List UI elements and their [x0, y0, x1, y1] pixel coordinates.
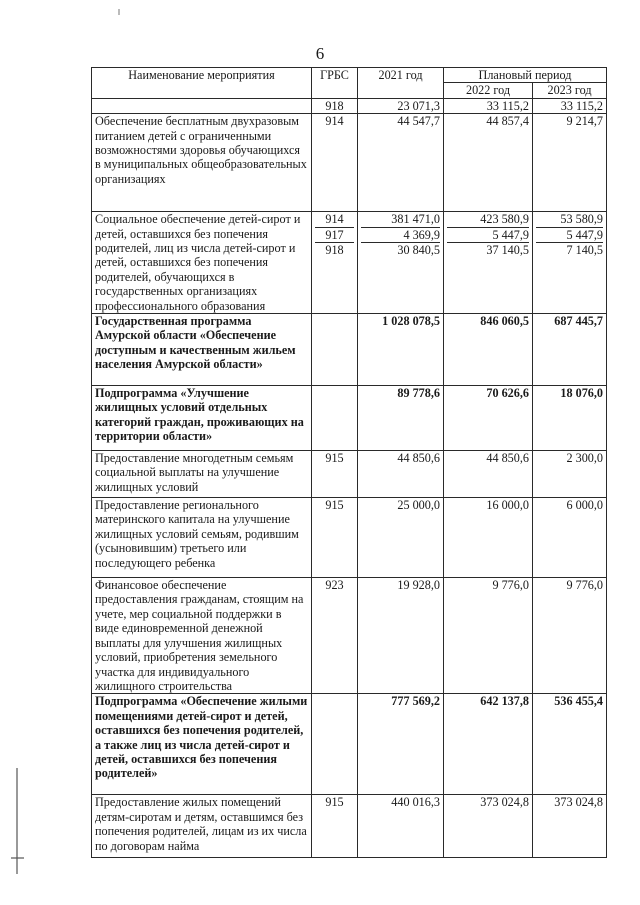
table-row — [92, 795, 607, 858]
amount-2023-value: 536 455,4 — [554, 694, 604, 709]
amount-2022-cell — [444, 451, 533, 498]
table-row — [92, 212, 607, 314]
table-row — [92, 578, 607, 694]
budget-table — [91, 67, 607, 858]
grbs-cell — [312, 114, 358, 212]
amount-2021-value: 30 840,5 — [397, 243, 440, 258]
activity-name-cell: Государственная программа Амурской области «Обеспечение доступным и качественным жильем населения Амурской области» — [92, 314, 312, 386]
amount-2022-cell — [444, 386, 533, 451]
amount-2021-cell — [358, 114, 444, 212]
grbs-cell — [312, 795, 358, 858]
amount-2023-cell — [533, 578, 607, 694]
amount-2022-value: 642 137,8 — [480, 694, 529, 709]
grbs-cell — [312, 451, 358, 498]
col-header-2021: 2021 год — [358, 68, 444, 99]
activity-name-cell: Предоставление регионального материнского капитала на улучшение жилищных условий семьям, родившим (усыновившим) третьего или последующего ребенка — [92, 498, 312, 578]
col-header-grbs: ГРБС — [312, 68, 358, 99]
grbs-value: 914 — [315, 212, 354, 227]
amount-2022-value: 44 850,6 — [486, 451, 529, 466]
grbs-value: 915 — [325, 451, 344, 466]
amount-2023-value: 18 076,0 — [560, 386, 604, 401]
amount-2022-value: 5 447,9 — [447, 228, 529, 243]
table-row — [92, 114, 607, 212]
grbs-cell — [312, 386, 358, 451]
activity-name-cell: Финансовое обеспечение предоставления гражданам, стоящим на учете, мер социальной поддержки в виде единовременной денежной выплаты для улучшения жилищных условий, приобретения земельного участка для индивидуального жилищного строительства — [92, 578, 312, 694]
amount-2022-cell — [444, 795, 533, 858]
amount-2023-value: 687 445,7 — [554, 314, 604, 329]
amount-2023-value: 6 000,0 — [566, 498, 604, 513]
amount-2023-cell — [533, 114, 607, 212]
table-row — [92, 98, 607, 113]
amount-2023-value: 2 300,0 — [566, 451, 604, 466]
amount-2021-cell — [358, 314, 444, 386]
table-row — [92, 386, 607, 451]
amount-2023-value: 53 580,9 — [536, 212, 603, 227]
grbs-value: 917 — [315, 228, 354, 243]
amount-2022-cell — [444, 314, 533, 386]
amount-2022-value: 37 140,5 — [486, 243, 529, 258]
grbs-value: 915 — [325, 795, 344, 810]
amount-2021-value: 1 028 078,5 — [382, 314, 440, 329]
col-header-planning-period: Плановый период — [444, 68, 607, 83]
activity-name-cell: Социальное обеспечение детей-сирот и детей, оставшихся без попечения родителей, лиц из числа детей-сирот и детей, оставшихся без попечения родителей, обучающихся в государственных организациях профессионального образования — [92, 212, 312, 314]
amount-2023-value: 5 447,9 — [536, 228, 603, 243]
grbs-cell — [312, 498, 358, 578]
grbs-cell — [312, 314, 358, 386]
amount-2022-cell — [444, 498, 533, 578]
amount-2023-value: 7 140,5 — [566, 243, 604, 258]
amount-2021-cell — [358, 795, 444, 858]
amount-2021-cell — [358, 386, 444, 451]
amount-2021-cell — [358, 578, 444, 694]
table-row — [92, 314, 607, 386]
amount-2021-value: 89 778,6 — [397, 386, 440, 401]
amount-2022-cell — [444, 212, 533, 314]
amount-2022-value: 70 626,6 — [486, 386, 529, 401]
amount-2023-cell — [533, 98, 607, 113]
amount-2023-value: 373 024,8 — [554, 795, 604, 810]
grbs-value: 923 — [325, 578, 344, 593]
grbs-cell — [312, 578, 358, 694]
amount-2023-cell — [533, 451, 607, 498]
amount-2021-value: 44 547,7 — [397, 114, 440, 129]
grbs-cell — [312, 98, 358, 113]
amount-2022-value: 9 776,0 — [492, 578, 529, 593]
amount-2023-cell — [533, 386, 607, 451]
activity-name-cell: Подпрограмма «Обеспечение жилыми помещениями детей-сирот и детей, оставшихся без попечения родителей, а также лиц из числа детей-сирот и детей, оставшихся без попечения родителей» — [92, 694, 312, 795]
amount-2021-cell — [358, 694, 444, 795]
grbs-value: 918 — [325, 98, 344, 113]
amount-2023-value: 9 214,7 — [566, 114, 604, 129]
col-header-2022: 2022 год — [444, 83, 533, 98]
activity-name-cell: Обеспечение бесплатным двухразовым питанием детей с ограниченными возможностями здоровья обучающихся в муниципальных общеобразовательных организациях — [92, 114, 312, 212]
amount-2021-value: 23 071,3 — [397, 98, 440, 113]
grbs-value: 914 — [325, 114, 344, 129]
activity-name-cell: Подпрограмма «Улучшение жилищных условий отдельных категорий граждан, проживающих на территории области» — [92, 386, 312, 451]
activity-name-cell — [92, 98, 312, 113]
amount-2022-cell — [444, 578, 533, 694]
table-body — [92, 98, 607, 858]
amount-2021-value: 381 471,0 — [361, 212, 440, 227]
amount-2021-value: 25 000,0 — [397, 498, 440, 513]
grbs-cell — [312, 212, 358, 314]
amount-2021-value: 19 928,0 — [397, 578, 440, 593]
amount-2022-value: 16 000,0 — [486, 498, 529, 513]
header-row — [92, 68, 607, 83]
amount-2021-cell — [358, 451, 444, 498]
amount-2021-cell — [358, 498, 444, 578]
amount-2021-cell — [358, 98, 444, 113]
grbs-cell — [312, 694, 358, 795]
amount-2021-value: 4 369,9 — [361, 228, 440, 243]
amount-2022-value: 373 024,8 — [480, 795, 529, 810]
amount-2023-cell — [533, 314, 607, 386]
table-row — [92, 694, 607, 795]
amount-2022-cell — [444, 114, 533, 212]
col-header-2023: 2023 год — [533, 83, 607, 98]
amount-2021-value: 777 569,2 — [391, 694, 440, 709]
table-row — [92, 498, 607, 578]
amount-2022-value: 33 115,2 — [486, 98, 529, 113]
col-header-name: Наименование мероприятия — [92, 68, 312, 99]
amount-2022-value: 423 580,9 — [447, 212, 529, 227]
amount-2023-value: 9 776,0 — [566, 578, 604, 593]
page-number: 6 — [315, 44, 325, 63]
activity-name-cell: Предоставление жилых помещений детям-сиротам и детям, оставшимся без попечения родителей, лицам из их числа по договорам найма — [92, 795, 312, 858]
table-row — [92, 451, 607, 498]
activity-name-cell: Предоставление многодетным семьям социальной выплаты на улучшение жилищных условий — [92, 451, 312, 498]
amount-2021-value: 44 850,6 — [397, 451, 440, 466]
amount-2023-cell — [533, 795, 607, 858]
amount-2022-cell — [444, 98, 533, 113]
amount-2022-value: 846 060,5 — [480, 314, 529, 329]
amount-2022-value: 44 857,4 — [486, 114, 529, 129]
amount-2023-cell — [533, 498, 607, 578]
amount-2023-cell — [533, 694, 607, 795]
amount-2021-cell — [358, 212, 444, 314]
grbs-value: 915 — [325, 498, 344, 513]
amount-2023-value: 33 115,2 — [560, 98, 604, 113]
amount-2023-cell — [533, 212, 607, 314]
amount-2021-value: 440 016,3 — [391, 795, 440, 810]
amount-2022-cell — [444, 694, 533, 795]
grbs-value: 918 — [325, 243, 344, 258]
